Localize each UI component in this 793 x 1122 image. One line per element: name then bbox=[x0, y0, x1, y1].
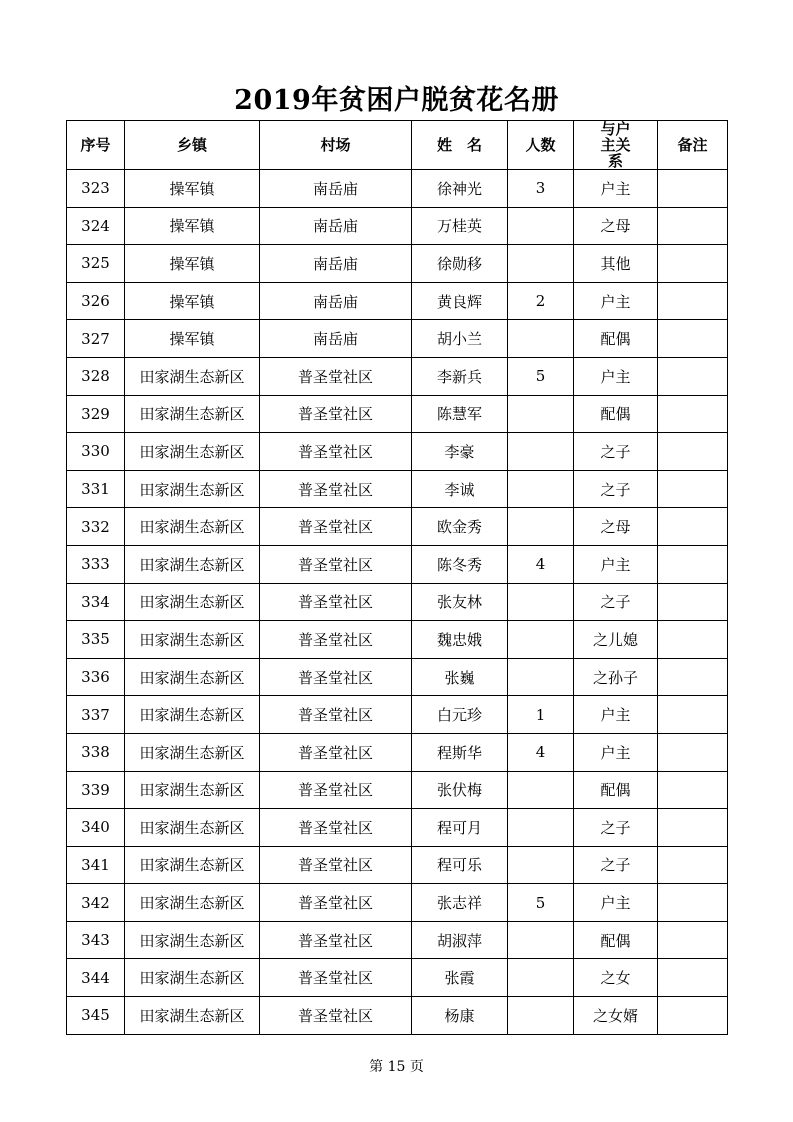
header-relation bbox=[574, 121, 658, 170]
table-row bbox=[67, 583, 728, 621]
table-row bbox=[67, 470, 728, 508]
cell-remark bbox=[658, 846, 728, 884]
cell-remark bbox=[658, 921, 728, 959]
cell-remark bbox=[658, 170, 728, 208]
cell-village: 普圣堂社区 bbox=[260, 545, 412, 583]
cell-village: 普圣堂社区 bbox=[260, 884, 412, 922]
cell-relation: 之子 bbox=[574, 809, 658, 847]
cell-remark bbox=[658, 959, 728, 997]
cell-count bbox=[508, 846, 574, 884]
table-row bbox=[67, 884, 728, 922]
cell-name: 陈慧军 bbox=[412, 395, 508, 433]
cell-count: 4 bbox=[508, 545, 574, 583]
cell-village: 普圣堂社区 bbox=[260, 658, 412, 696]
cell-remark bbox=[658, 207, 728, 245]
cell-relation: 配偶 bbox=[574, 320, 658, 358]
cell-town: 田家湖生态新区 bbox=[125, 809, 260, 847]
cell-index: 345 bbox=[67, 997, 125, 1035]
cell-relation: 之女婿 bbox=[574, 997, 658, 1035]
cell-remark bbox=[658, 621, 728, 659]
cell-town: 操军镇 bbox=[125, 170, 260, 208]
cell-village: 南岳庙 bbox=[260, 170, 412, 208]
cell-count bbox=[508, 320, 574, 358]
cell-remark bbox=[658, 696, 728, 734]
cell-town: 田家湖生态新区 bbox=[125, 357, 260, 395]
cell-relation: 之子 bbox=[574, 433, 658, 471]
cell-index: 344 bbox=[67, 959, 125, 997]
cell-name: 程可月 bbox=[412, 809, 508, 847]
cell-relation: 户主 bbox=[574, 545, 658, 583]
roster-table bbox=[66, 120, 728, 1035]
table-row bbox=[67, 320, 728, 358]
table-row bbox=[67, 433, 728, 471]
cell-remark bbox=[658, 320, 728, 358]
cell-remark bbox=[658, 508, 728, 546]
cell-village: 普圣堂社区 bbox=[260, 771, 412, 809]
cell-town: 田家湖生态新区 bbox=[125, 395, 260, 433]
cell-village: 南岳庙 bbox=[260, 245, 412, 283]
table-row bbox=[67, 809, 728, 847]
cell-remark bbox=[658, 545, 728, 583]
cell-index: 340 bbox=[67, 809, 125, 847]
table-header-row bbox=[67, 121, 728, 170]
cell-index: 336 bbox=[67, 658, 125, 696]
cell-count: 4 bbox=[508, 733, 574, 771]
cell-index: 327 bbox=[67, 320, 125, 358]
cell-count: 2 bbox=[508, 282, 574, 320]
table-row bbox=[67, 997, 728, 1035]
cell-village: 南岳庙 bbox=[260, 320, 412, 358]
cell-town: 田家湖生态新区 bbox=[125, 771, 260, 809]
cell-relation: 户主 bbox=[574, 733, 658, 771]
cell-remark bbox=[658, 282, 728, 320]
cell-village: 普圣堂社区 bbox=[260, 809, 412, 847]
cell-name: 黄良辉 bbox=[412, 282, 508, 320]
cell-town: 田家湖生态新区 bbox=[125, 921, 260, 959]
cell-town: 田家湖生态新区 bbox=[125, 508, 260, 546]
cell-town: 田家湖生态新区 bbox=[125, 621, 260, 659]
cell-village: 普圣堂社区 bbox=[260, 357, 412, 395]
header-count: 人数 bbox=[508, 121, 574, 170]
cell-index: 328 bbox=[67, 357, 125, 395]
cell-remark bbox=[658, 809, 728, 847]
cell-relation: 户主 bbox=[574, 884, 658, 922]
table-row bbox=[67, 696, 728, 734]
cell-relation: 之母 bbox=[574, 207, 658, 245]
table-row bbox=[67, 170, 728, 208]
cell-index: 324 bbox=[67, 207, 125, 245]
cell-village: 普圣堂社区 bbox=[260, 696, 412, 734]
cell-name: 陈冬秀 bbox=[412, 545, 508, 583]
page-title: 2019年贫困户脱贫花名册 bbox=[234, 85, 559, 116]
cell-count bbox=[508, 771, 574, 809]
cell-remark bbox=[658, 884, 728, 922]
cell-town: 田家湖生态新区 bbox=[125, 997, 260, 1035]
cell-count: 1 bbox=[508, 696, 574, 734]
cell-count bbox=[508, 921, 574, 959]
cell-index: 335 bbox=[67, 621, 125, 659]
cell-relation: 其他 bbox=[574, 245, 658, 283]
cell-relation: 配偶 bbox=[574, 921, 658, 959]
cell-count bbox=[508, 433, 574, 471]
cell-index: 331 bbox=[67, 470, 125, 508]
cell-index: 337 bbox=[67, 696, 125, 734]
cell-index: 332 bbox=[67, 508, 125, 546]
header-village: 村场 bbox=[260, 121, 412, 170]
cell-name: 欧金秀 bbox=[412, 508, 508, 546]
cell-town: 操军镇 bbox=[125, 320, 260, 358]
cell-town: 田家湖生态新区 bbox=[125, 583, 260, 621]
cell-relation: 之女 bbox=[574, 959, 658, 997]
table-row bbox=[67, 545, 728, 583]
cell-count bbox=[508, 809, 574, 847]
cell-village: 普圣堂社区 bbox=[260, 433, 412, 471]
cell-name: 徐神光 bbox=[412, 170, 508, 208]
cell-town: 田家湖生态新区 bbox=[125, 884, 260, 922]
cell-index: 323 bbox=[67, 170, 125, 208]
cell-count: 3 bbox=[508, 170, 574, 208]
cell-name: 胡小兰 bbox=[412, 320, 508, 358]
cell-village: 南岳庙 bbox=[260, 282, 412, 320]
cell-village: 普圣堂社区 bbox=[260, 921, 412, 959]
cell-count: 5 bbox=[508, 884, 574, 922]
cell-count bbox=[508, 395, 574, 433]
cell-count: 5 bbox=[508, 357, 574, 395]
page-number: 第 15 页 bbox=[369, 1059, 424, 1075]
cell-town: 田家湖生态新区 bbox=[125, 545, 260, 583]
table-row bbox=[67, 771, 728, 809]
cell-count bbox=[508, 997, 574, 1035]
table-row bbox=[67, 282, 728, 320]
cell-village: 南岳庙 bbox=[260, 207, 412, 245]
cell-name: 李豪 bbox=[412, 433, 508, 471]
cell-relation: 户主 bbox=[574, 696, 658, 734]
cell-town: 操军镇 bbox=[125, 282, 260, 320]
cell-name: 胡淑萍 bbox=[412, 921, 508, 959]
cell-remark bbox=[658, 733, 728, 771]
cell-relation: 配偶 bbox=[574, 771, 658, 809]
table-row bbox=[67, 733, 728, 771]
cell-count bbox=[508, 207, 574, 245]
cell-remark bbox=[658, 771, 728, 809]
cell-count bbox=[508, 508, 574, 546]
cell-name: 李诚 bbox=[412, 470, 508, 508]
cell-index: 343 bbox=[67, 921, 125, 959]
cell-name: 魏忠娥 bbox=[412, 621, 508, 659]
cell-village: 普圣堂社区 bbox=[260, 395, 412, 433]
cell-relation: 户主 bbox=[574, 282, 658, 320]
cell-remark bbox=[658, 433, 728, 471]
cell-town: 田家湖生态新区 bbox=[125, 959, 260, 997]
cell-name: 张友林 bbox=[412, 583, 508, 621]
cell-village: 普圣堂社区 bbox=[260, 508, 412, 546]
table-row bbox=[67, 846, 728, 884]
cell-village: 普圣堂社区 bbox=[260, 621, 412, 659]
cell-village: 普圣堂社区 bbox=[260, 959, 412, 997]
table-body bbox=[67, 170, 728, 1035]
cell-name: 万桂英 bbox=[412, 207, 508, 245]
header-name: 姓 名 bbox=[412, 121, 508, 170]
cell-name: 张志祥 bbox=[412, 884, 508, 922]
cell-name: 张伏梅 bbox=[412, 771, 508, 809]
table-row bbox=[67, 357, 728, 395]
cell-relation: 配偶 bbox=[574, 395, 658, 433]
cell-name: 程斯华 bbox=[412, 733, 508, 771]
cell-index: 342 bbox=[67, 884, 125, 922]
cell-town: 田家湖生态新区 bbox=[125, 470, 260, 508]
cell-count bbox=[508, 583, 574, 621]
cell-relation: 之母 bbox=[574, 508, 658, 546]
cell-town: 田家湖生态新区 bbox=[125, 696, 260, 734]
table-row bbox=[67, 395, 728, 433]
cell-relation: 之子 bbox=[574, 583, 658, 621]
cell-remark bbox=[658, 245, 728, 283]
cell-remark bbox=[658, 357, 728, 395]
table-row bbox=[67, 207, 728, 245]
cell-count bbox=[508, 658, 574, 696]
cell-count bbox=[508, 959, 574, 997]
cell-name: 李新兵 bbox=[412, 357, 508, 395]
cell-remark bbox=[658, 658, 728, 696]
cell-count bbox=[508, 470, 574, 508]
cell-village: 普圣堂社区 bbox=[260, 846, 412, 884]
cell-index: 334 bbox=[67, 583, 125, 621]
cell-index: 330 bbox=[67, 433, 125, 471]
cell-relation: 之孙子 bbox=[574, 658, 658, 696]
cell-village: 普圣堂社区 bbox=[260, 470, 412, 508]
table-row bbox=[67, 959, 728, 997]
table-row bbox=[67, 245, 728, 283]
cell-town: 田家湖生态新区 bbox=[125, 846, 260, 884]
table-row bbox=[67, 621, 728, 659]
cell-relation: 户主 bbox=[574, 170, 658, 208]
cell-index: 341 bbox=[67, 846, 125, 884]
header-relation-label: 与户主关系 bbox=[600, 120, 631, 170]
cell-relation: 户主 bbox=[574, 357, 658, 395]
cell-town: 田家湖生态新区 bbox=[125, 433, 260, 471]
cell-name: 程可乐 bbox=[412, 846, 508, 884]
header-index: 序号 bbox=[67, 121, 125, 170]
cell-index: 333 bbox=[67, 545, 125, 583]
cell-index: 339 bbox=[67, 771, 125, 809]
cell-name: 白元珍 bbox=[412, 696, 508, 734]
cell-town: 操军镇 bbox=[125, 245, 260, 283]
cell-relation: 之子 bbox=[574, 470, 658, 508]
cell-relation: 之子 bbox=[574, 846, 658, 884]
cell-relation: 之儿媳 bbox=[574, 621, 658, 659]
cell-count bbox=[508, 621, 574, 659]
cell-village: 普圣堂社区 bbox=[260, 583, 412, 621]
table-row bbox=[67, 658, 728, 696]
table-row bbox=[67, 508, 728, 546]
table-row bbox=[67, 921, 728, 959]
cell-village: 普圣堂社区 bbox=[260, 733, 412, 771]
header-remark: 备注 bbox=[658, 121, 728, 170]
cell-town: 田家湖生态新区 bbox=[125, 658, 260, 696]
cell-name: 徐勋移 bbox=[412, 245, 508, 283]
header-town: 乡镇 bbox=[125, 121, 260, 170]
cell-index: 325 bbox=[67, 245, 125, 283]
cell-remark bbox=[658, 997, 728, 1035]
cell-name: 杨康 bbox=[412, 997, 508, 1035]
cell-index: 338 bbox=[67, 733, 125, 771]
cell-town: 操军镇 bbox=[125, 207, 260, 245]
cell-remark bbox=[658, 470, 728, 508]
cell-remark bbox=[658, 395, 728, 433]
cell-town: 田家湖生态新区 bbox=[125, 733, 260, 771]
cell-village: 普圣堂社区 bbox=[260, 997, 412, 1035]
cell-remark bbox=[658, 583, 728, 621]
cell-count bbox=[508, 245, 574, 283]
cell-index: 329 bbox=[67, 395, 125, 433]
cell-name: 张霞 bbox=[412, 959, 508, 997]
cell-index: 326 bbox=[67, 282, 125, 320]
cell-name: 张巍 bbox=[412, 658, 508, 696]
